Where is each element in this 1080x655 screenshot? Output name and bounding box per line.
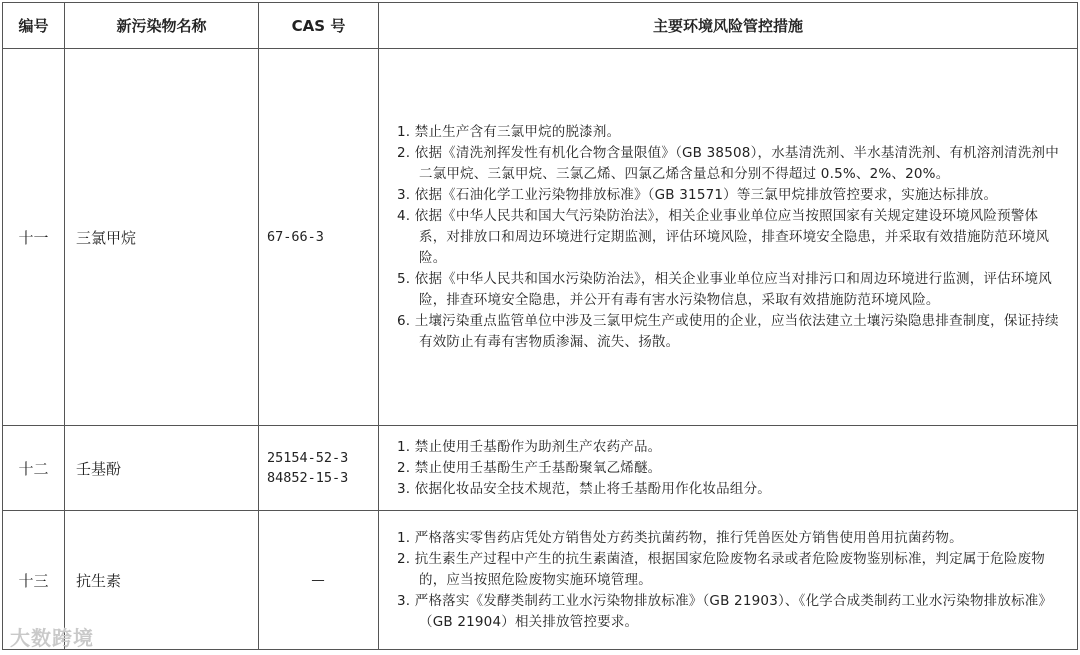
measure-item: 3. 依据化妆品安全技术规范，禁止将壬基酚用作化妆品组分。 (397, 480, 771, 497)
measure-item: 2. 禁止使用壬基酚生产壬基酚聚氧乙烯醚。 (397, 459, 662, 476)
cas-number: — (311, 572, 325, 588)
header-cas: CAS 号 (259, 3, 379, 49)
header-name: 新污染物名称 (65, 3, 259, 49)
measure-item: 3. 依据《石油化学工业污染物排放标准》（GB 31571）等三氯甲烷排放管控要求，实施达标排放。 (397, 186, 998, 203)
measure-item: 1. 严格落实零售药店凭处方销售处方药类抗菌药物，推行凭兽医处方销售使用兽用抗菌药物。 (397, 529, 963, 546)
measure-item: 2. 依据《清洗剂挥发性有机化合物含量限值》（GB 38508），水基清洗剂、半水基清洗剂、有机溶剂清洗剂中二氯甲烷、三氯甲烷、三氯乙烯、四氯乙烯含量总和分别不得超过 0.5%、2%、20%。 (397, 144, 1059, 182)
row-cas (259, 426, 379, 511)
measures-list (397, 528, 1065, 633)
row-measures (379, 49, 1078, 426)
table-row (3, 426, 1078, 511)
row-num: 十二 (3, 426, 65, 511)
table-row (3, 511, 1078, 650)
measures-list (397, 122, 1065, 353)
table-header-row (3, 3, 1078, 49)
measures-list (397, 437, 1065, 500)
header-num: 编号 (3, 3, 65, 49)
row-name: 壬基酚 (65, 426, 259, 511)
measure-item: 5. 依据《中华人民共和国水污染防治法》，相关企业事业单位应当对排污口和周边环境进行监测，评估环境风险，排查环境安全隐患，并公开有毒有害水污染物信息，采取有效措施防范环境风险。 (397, 270, 1052, 308)
cas-number: 84852-15-3 (267, 470, 349, 486)
row-name: 抗生素 (65, 511, 259, 650)
table-row (3, 49, 1078, 426)
cas-number: 67-66-3 (267, 229, 324, 245)
measure-item: 6. 土壤污染重点监管单位中涉及三氯甲烷生产或使用的企业，应当依法建立土壤污染隐患排查制度，保证持续有效防止有毒有害物质渗漏、流失、扬散。 (397, 312, 1059, 350)
header-measures: 主要环境风险管控措施 (379, 3, 1078, 49)
row-measures (379, 511, 1078, 650)
measure-item: 3. 严格落实《发酵类制药工业水污染物排放标准》（GB 21903）、《化学合成类制药工业水污染物排放标准》（GB 21904）相关排放管控要求。 (397, 592, 1053, 630)
pollutant-measures-table (2, 2, 1078, 650)
cas-number: 25154-52-3 (267, 450, 349, 466)
measure-item: 1. 禁止使用壬基酚作为助剂生产农药产品。 (397, 438, 662, 455)
row-measures (379, 426, 1078, 511)
row-cas (259, 49, 379, 426)
measure-item: 2. 抗生素生产过程中产生的抗生素菌渣，根据国家危险废物名录或者危险废物鉴别标准，判定属于危险废物的，应当按照危险废物实施环境管理。 (397, 550, 1045, 588)
row-name: 三氯甲烷 (65, 49, 259, 426)
row-num: 十一 (3, 49, 65, 426)
row-cas (259, 511, 379, 650)
row-num: 十三 (3, 511, 65, 650)
measure-item: 1. 禁止生产含有三氯甲烷的脱漆剂。 (397, 123, 621, 140)
measure-item: 4. 依据《中华人民共和国大气污染防治法》，相关企业事业单位应当按照国家有关规定建设环境风险预警体系，对排放口和周边环境进行定期监测，评估环境风险，排查环境安全隐患，并采取有效措施防范环境风险。 (397, 207, 1050, 266)
watermark: 大数跨境 (10, 626, 94, 650)
